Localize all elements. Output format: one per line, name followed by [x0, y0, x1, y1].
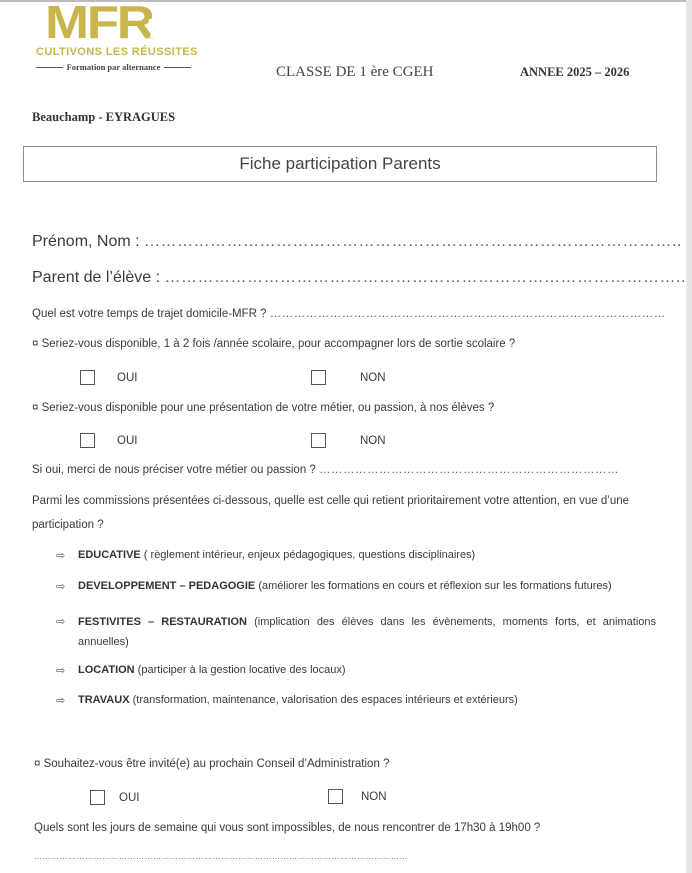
- days-answer-dots[interactable]: ……………………………………………………………………………………………………………………: [34, 852, 408, 861]
- name-label: Prénom, Nom :: [32, 233, 140, 250]
- option-label: OUI: [117, 434, 138, 447]
- logo-tagline: CULTIVONS LES RÉUSSITES: [36, 46, 198, 58]
- profession-field[interactable]: [32, 464, 634, 476]
- arrow-right-icon: ⇨: [56, 581, 66, 593]
- commute-dots[interactable]: ………………………………………………………………………………………: [269, 308, 666, 320]
- commission-name: TRAVAUX: [78, 694, 130, 706]
- question-presentation: [32, 402, 494, 414]
- site-name: Beauchamp - EYRAGUES: [32, 110, 176, 124]
- profession-dots[interactable]: …………………………………………………………………: [319, 464, 620, 476]
- commission-desc: (améliorer les formations en cours et réflexion sur les formations futures): [255, 580, 612, 592]
- school-year: ANNEE 2025 – 2026: [520, 65, 630, 79]
- checkbox-icon[interactable]: [311, 370, 326, 385]
- field-trip-non-option[interactable]: [311, 370, 386, 385]
- name-dots[interactable]: ……………………………………………………………………………………..: [144, 233, 682, 250]
- option-label: OUI: [119, 791, 140, 804]
- bullet-icon: ¤: [34, 758, 41, 770]
- student-parent-field[interactable]: [32, 269, 686, 287]
- person-icon: [145, 6, 171, 40]
- commission-desc: (participer à la gestion locative des locaux): [134, 664, 346, 676]
- form-title-text: Fiche participation Parents: [239, 154, 441, 173]
- commission-festivites[interactable]: [56, 612, 656, 652]
- commute-label: Quel est votre temps de trajet domicile-MFR ?: [32, 308, 267, 320]
- commission-name: EDUCATIVE: [78, 549, 141, 561]
- commission-desc: (transformation, maintenance, valorisation des espaces intérieurs et extérieurs): [129, 694, 518, 706]
- form-title: [23, 146, 657, 182]
- logo-subtagline-text: Formation par alternance: [66, 62, 161, 72]
- arrow-right-icon: ⇨: [56, 695, 66, 707]
- commission-travaux[interactable]: [56, 694, 518, 707]
- commission-name: DEVELOPPEMENT – PEDAGOGIE: [78, 580, 256, 592]
- commission-developpement[interactable]: [56, 580, 612, 593]
- page-right-edge: [686, 0, 692, 873]
- field-trip-oui-option[interactable]: [80, 370, 137, 385]
- option-label: NON: [360, 371, 386, 384]
- question-council-text: Souhaitez-vous être invité(e) au prochain Conseil d’Administration ?: [43, 758, 390, 770]
- bullet-icon: ¤: [32, 402, 39, 414]
- commute-field[interactable]: [32, 308, 666, 320]
- option-label: OUI: [117, 371, 138, 384]
- presentation-oui-option[interactable]: [80, 433, 137, 448]
- arrow-right-icon: ⇨: [56, 616, 66, 628]
- checkbox-icon[interactable]: [311, 433, 326, 448]
- mfr-logo: [36, 0, 196, 78]
- commission-location[interactable]: [56, 664, 346, 677]
- council-non-option[interactable]: [328, 789, 387, 804]
- option-label: NON: [360, 434, 386, 447]
- name-field[interactable]: [32, 233, 682, 251]
- checkbox-icon[interactable]: [80, 370, 95, 385]
- commission-name: FESTIVITES – RESTAURATION: [78, 616, 248, 628]
- class-title: CLASSE DE 1 ère CGEH: [276, 64, 434, 80]
- student-parent-dots[interactable]: …………………………………………………………………………………..: [164, 269, 686, 286]
- council-oui-option[interactable]: [90, 790, 139, 805]
- arrow-right-icon: ⇨: [56, 665, 66, 677]
- commission-desc: (implication des élèves dans les évènements, moments forts, et animations annuelles): [78, 616, 656, 648]
- student-parent-label: Parent de l’élève :: [32, 269, 161, 286]
- commission-desc: ( règlement intérieur, enjeux pédagogiques, questions disciplinaires): [140, 549, 476, 561]
- bullet-icon: ¤: [32, 338, 39, 350]
- checkbox-icon[interactable]: [80, 433, 95, 448]
- checkbox-icon[interactable]: [90, 790, 105, 805]
- question-field-trip: [32, 338, 515, 350]
- question-field-trip-text: Seriez-vous disponible, 1 à 2 fois /année scolaire, pour accompagner lors de sortie scolaire ?: [41, 338, 516, 350]
- days-prompt: Quels sont les jours de semaine qui vous sont impossibles, de nous rencontrer de 17h30 à 19h00 ?: [34, 822, 541, 834]
- profession-label: Si oui, merci de nous préciser votre métier ou passion ?: [32, 464, 316, 476]
- presentation-non-option[interactable]: [311, 433, 386, 448]
- commission-educative[interactable]: [56, 549, 475, 562]
- option-label: NON: [361, 790, 387, 803]
- commissions-prompt: Parmi les commissions présentées ci-dessous, quelle est celle qui retient prioritairement votre attention, en vue d’une participation ?: [32, 495, 630, 531]
- checkbox-icon[interactable]: [328, 789, 343, 804]
- question-presentation-text: Seriez-vous disponible pour une présentation de votre métier, ou passion, à nos élèves ?: [41, 402, 495, 414]
- logo-text: MFR: [45, 0, 153, 48]
- logo-subtagline: [36, 62, 191, 73]
- commission-name: LOCATION: [78, 664, 135, 676]
- question-council: [34, 758, 389, 770]
- arrow-right-icon: ⇨: [56, 550, 66, 562]
